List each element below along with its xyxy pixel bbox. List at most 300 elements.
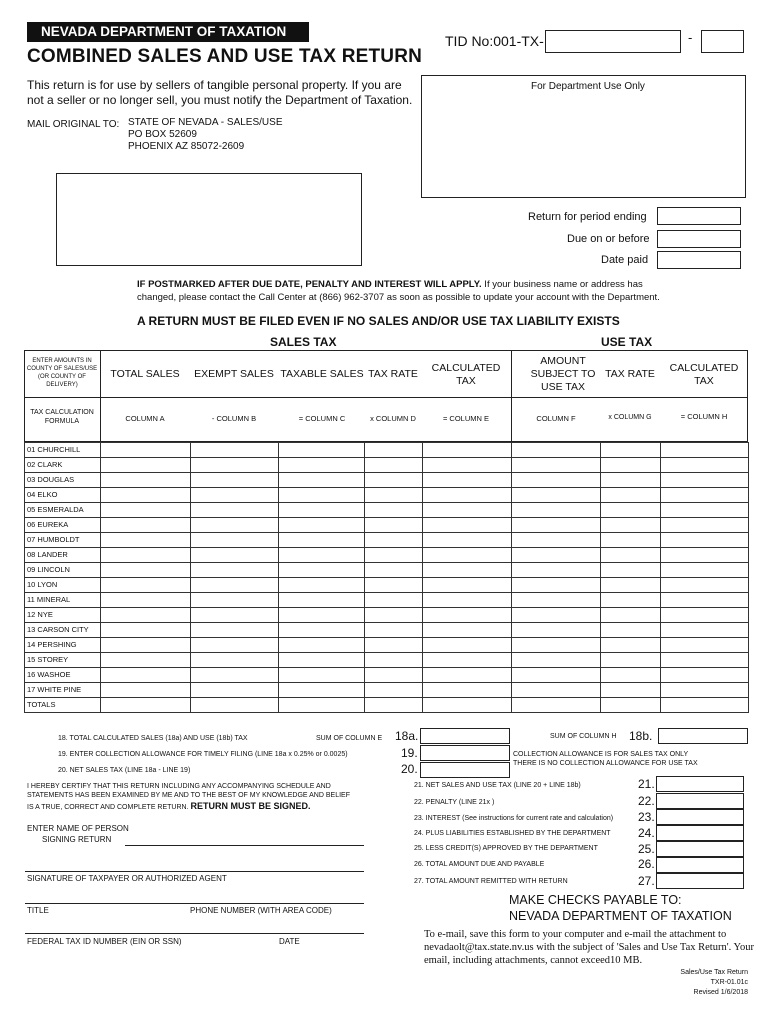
allowance-note-2: THERE IS NO COLLECTION ALLOWANCE FOR USE TAX — [513, 760, 698, 767]
county-row — [25, 623, 749, 638]
mail-line-3: PHOENIX AZ 85072-2609 — [128, 141, 245, 152]
county-amount-cell[interactable] — [512, 548, 601, 563]
tax-word: TAX — [456, 375, 476, 387]
footer-revised: Revised 1/6/2018 — [693, 989, 748, 996]
county-name: 09 LINCOLN — [25, 563, 101, 578]
county-amount-cell[interactable] — [101, 608, 191, 623]
county-amount-cell[interactable] — [512, 578, 601, 593]
county-amount-cell[interactable] — [101, 503, 191, 518]
county-row — [25, 608, 749, 623]
amount-subject-header — [523, 355, 603, 394]
county-row — [25, 503, 749, 518]
sum-column-h-label: SUM OF COLUMN H — [550, 733, 617, 740]
footer-form-id: TXR-01.01c — [710, 979, 748, 986]
county-name: 03 DOUGLAS — [25, 473, 101, 488]
column-e-label: = COLUMN E — [442, 414, 490, 423]
county-amount-cell[interactable] — [423, 503, 512, 518]
county-amount-cell[interactable] — [601, 698, 661, 713]
county-amount-cell[interactable] — [365, 683, 423, 698]
county-amount-cell[interactable] — [191, 608, 279, 623]
county-amount-cell[interactable] — [365, 563, 423, 578]
line-18b-number: 18b. — [629, 729, 653, 743]
date-paid-field[interactable] — [657, 251, 741, 269]
county-amount-cell[interactable] — [101, 473, 191, 488]
certify-line-2: STATEMENTS HAS BEEN EXAMINED BY ME AND TO THE BEST OF MY KNOWLEDGE AND BELIEF — [27, 792, 350, 799]
column-f-label: COLUMN F — [536, 414, 576, 423]
use-tax-word: USE TAX — [541, 381, 585, 393]
line-20-number: 20. — [401, 762, 418, 776]
county-amount-cell[interactable] — [279, 458, 365, 473]
county-amount-cell[interactable] — [101, 698, 191, 713]
line-21-field[interactable] — [656, 776, 744, 792]
county-amount-cell[interactable] — [423, 683, 512, 698]
date-paid-label: Date paid — [601, 254, 649, 266]
enter-amounts-line: COUNTY OF SALES/USE — [26, 366, 98, 372]
county-amount-cell[interactable] — [191, 653, 279, 668]
county-amount-cell[interactable] — [365, 518, 423, 533]
line-19-field[interactable] — [420, 745, 510, 761]
county-amount-cell[interactable] — [512, 518, 601, 533]
county-amount-cell[interactable] — [279, 698, 365, 713]
intro-line-2: not a seller or no longer sell, you must notify the Department of Taxation. — [27, 93, 413, 107]
signer-name-label-1: ENTER NAME OF PERSON — [27, 824, 129, 833]
county-amount-cell[interactable] — [365, 503, 423, 518]
taxable-sales-header: TAXABLE SALES — [280, 368, 364, 380]
email-line-3: email, including attachments, cannot exceed10 MB. — [424, 955, 643, 966]
line-21-number: 21. — [638, 777, 655, 791]
county-amount-cell[interactable] — [512, 488, 601, 503]
county-name: TOTALS — [25, 698, 101, 713]
county-amount-cell[interactable] — [423, 473, 512, 488]
line-22-number: 22. — [638, 794, 655, 808]
line-23-field[interactable] — [656, 809, 744, 825]
county-amount-cell[interactable] — [512, 668, 601, 683]
county-amount-cell[interactable] — [365, 623, 423, 638]
county-amount-cell[interactable] — [191, 503, 279, 518]
county-amount-cell[interactable] — [191, 458, 279, 473]
county-amount-cell[interactable] — [279, 608, 365, 623]
county-row — [25, 653, 749, 668]
county-amount-cell[interactable] — [365, 488, 423, 503]
county-amount-cell[interactable] — [191, 623, 279, 638]
county-row — [25, 698, 749, 713]
tid-suffix-field[interactable] — [701, 30, 744, 53]
signer-name-line[interactable] — [125, 845, 364, 846]
county-amount-cell[interactable] — [512, 623, 601, 638]
county-amount-cell[interactable] — [101, 563, 191, 578]
intro-line-1: This return is for use by sellers of tangible personal property. If you are — [27, 78, 402, 92]
penalty-notice — [137, 279, 643, 290]
county-amount-cell[interactable] — [601, 503, 661, 518]
county-row — [25, 458, 749, 473]
calculated-word: CALCULATED — [431, 362, 501, 374]
county-amount-cell[interactable] — [512, 443, 601, 458]
county-amount-cell[interactable] — [601, 683, 661, 698]
col-sep — [511, 350, 512, 442]
county-amount-cell[interactable] — [661, 653, 749, 668]
county-amount-cell[interactable] — [601, 593, 661, 608]
county-amount-cell[interactable] — [191, 638, 279, 653]
line-19-label: 19. ENTER COLLECTION ALLOWANCE FOR TIMELY FILING (LINE 18a x 0.25% or 0.0025) — [58, 751, 348, 758]
county-name: 08 LANDER — [25, 548, 101, 563]
county-amount-cell[interactable] — [101, 653, 191, 668]
county-amount-cell[interactable] — [661, 443, 749, 458]
county-amount-cell[interactable] — [279, 518, 365, 533]
form-title: COMBINED SALES AND USE TAX RETURN — [27, 46, 423, 67]
county-amount-cell[interactable] — [191, 593, 279, 608]
county-amount-cell[interactable] — [601, 533, 661, 548]
title-label: TITLE — [27, 906, 49, 915]
county-amount-cell[interactable] — [191, 488, 279, 503]
county-amount-cell[interactable] — [601, 608, 661, 623]
county-amount-cell[interactable] — [661, 578, 749, 593]
county-amount-cell[interactable] — [101, 683, 191, 698]
col-sep — [100, 350, 101, 442]
county-amount-cell[interactable] — [365, 638, 423, 653]
certify-line-3 — [27, 801, 311, 811]
use-tax-rate-header: TAX RATE — [605, 368, 655, 380]
county-amount-cell[interactable] — [512, 503, 601, 518]
county-amount-cell[interactable] — [365, 533, 423, 548]
county-amount-cell[interactable] — [423, 593, 512, 608]
phone-label: PHONE NUMBER (WITH AREA CODE) — [190, 906, 332, 915]
signer-name-label-2: SIGNING RETURN — [42, 835, 112, 844]
county-name: 02 CLARK — [25, 458, 101, 473]
county-name: 14 PERSHING — [25, 638, 101, 653]
county-amount-cell[interactable] — [365, 473, 423, 488]
line-26-number: 26. — [638, 857, 655, 871]
tax-rate-header: TAX RATE — [368, 368, 418, 380]
tid-dash: - — [688, 30, 693, 45]
county-amount-cell[interactable] — [512, 653, 601, 668]
sales-tax-heading: SALES TAX — [270, 335, 337, 349]
email-line-1: To e-mail, save this form to your computer and e-mail the attachment to — [424, 929, 727, 940]
county-row — [25, 548, 749, 563]
address-change-notice: changed, please contact the Call Center at (866) 962-3707 as soon as possible to update your account with the Department. — [137, 292, 660, 303]
certify-line-1: I HEREBY CERTIFY THAT THIS RETURN INCLUDING ANY ACCOMPANYING SCHEDULE AND — [27, 783, 331, 790]
county-amount-cell[interactable] — [512, 458, 601, 473]
total-sales-header: TOTAL SALES — [110, 368, 180, 380]
county-row — [25, 683, 749, 698]
county-amount-cell[interactable] — [365, 578, 423, 593]
county-amount-cell[interactable] — [601, 578, 661, 593]
county-amount-cell[interactable] — [423, 548, 512, 563]
county-amount-cell[interactable] — [423, 518, 512, 533]
line-26-label: 26. TOTAL AMOUNT DUE AND PAYABLE — [414, 861, 545, 868]
title-phone-line[interactable] — [25, 903, 364, 904]
county-amount-cell[interactable] — [601, 638, 661, 653]
use-tax-heading: USE TAX — [601, 335, 653, 349]
address-window — [56, 173, 362, 266]
subject-to-word: SUBJECT TO — [530, 368, 596, 380]
county-amount-cell[interactable] — [423, 443, 512, 458]
email-line-2: nevadaolt@tax.state.nv.us with the subject of 'Sales and Use Tax Return'. Your — [424, 942, 754, 953]
county-amount-cell[interactable] — [101, 578, 191, 593]
must-file-notice: A RETURN MUST BE FILED EVEN IF NO SALES AND/OR USE TAX LIABILITY EXISTS — [137, 314, 620, 328]
amount-word: AMOUNT — [540, 355, 586, 367]
calculated-tax-header — [422, 362, 510, 388]
county-name: 16 WASHOE — [25, 668, 101, 683]
line-24-number: 24. — [638, 826, 655, 840]
department-use-label: For Department Use Only — [531, 81, 645, 92]
line-22-label: 22. PENALTY (LINE 21x ) — [414, 799, 495, 806]
line-25-number: 25. — [638, 842, 655, 856]
line-23-number: 23. — [638, 810, 655, 824]
county-amount-cell[interactable] — [191, 518, 279, 533]
county-amount-cell[interactable] — [101, 533, 191, 548]
county-name: 11 MINERAL — [25, 593, 101, 608]
header-divider — [24, 397, 748, 398]
county-amount-cell[interactable] — [279, 683, 365, 698]
column-b-label: - COLUMN B — [211, 414, 257, 423]
county-amount-cell[interactable] — [512, 608, 601, 623]
county-name: 17 WHITE PINE — [25, 683, 101, 698]
county-amount-cell[interactable] — [512, 533, 601, 548]
county-amount-cell[interactable] — [601, 668, 661, 683]
county-amount-cell[interactable] — [101, 623, 191, 638]
county-amount-cell[interactable] — [661, 548, 749, 563]
county-grid — [24, 442, 749, 713]
county-amount-cell[interactable] — [423, 668, 512, 683]
county-amount-cell[interactable] — [601, 623, 661, 638]
period-ending-field[interactable] — [657, 207, 741, 225]
exempt-sales-header: EXEMPT SALES — [194, 368, 274, 380]
line-23-label: 23. INTEREST (See instructions for current rate and calculation) — [414, 815, 614, 822]
county-amount-cell[interactable] — [101, 638, 191, 653]
county-amount-cell[interactable] — [423, 533, 512, 548]
certify-text: IS A TRUE, CORRECT AND COMPLETE RETURN. — [27, 804, 189, 811]
line-25-field[interactable] — [656, 841, 744, 857]
line-27-label: 27. TOTAL AMOUNT REMITTED WITH RETURN — [414, 878, 568, 885]
county-amount-cell[interactable] — [423, 623, 512, 638]
county-amount-cell[interactable] — [279, 653, 365, 668]
mail-line-2: PO BOX 52609 — [128, 129, 197, 140]
payable-line-2: NEVADA DEPARTMENT OF TAXATION — [509, 909, 732, 923]
line-20-field[interactable] — [420, 762, 510, 778]
column-c-label: = COLUMN C — [298, 414, 346, 423]
county-amount-cell[interactable] — [279, 488, 365, 503]
ein-label: FEDERAL TAX ID NUMBER (EIN OR SSN) — [27, 937, 182, 946]
county-amount-cell[interactable] — [191, 473, 279, 488]
county-amount-cell[interactable] — [365, 668, 423, 683]
county-amount-cell[interactable] — [191, 698, 279, 713]
county-amount-cell[interactable] — [512, 563, 601, 578]
line-18a-field[interactable] — [420, 728, 510, 744]
county-name: 01 CHURCHILL — [25, 443, 101, 458]
column-a-label: COLUMN A — [125, 414, 165, 423]
county-amount-cell[interactable] — [279, 533, 365, 548]
county-amount-cell[interactable] — [279, 668, 365, 683]
county-amount-cell[interactable] — [423, 578, 512, 593]
county-name: 04 ELKO — [25, 488, 101, 503]
county-amount-cell[interactable] — [423, 698, 512, 713]
county-name: 07 HUMBOLDT — [25, 533, 101, 548]
county-amount-cell[interactable] — [279, 593, 365, 608]
line-19-number: 19. — [401, 746, 418, 760]
county-amount-cell[interactable] — [661, 623, 749, 638]
county-amount-cell[interactable] — [191, 548, 279, 563]
enter-amounts-line: ENTER AMOUNTS IN — [32, 358, 92, 364]
county-amount-cell[interactable] — [512, 698, 601, 713]
county-amount-cell[interactable] — [512, 593, 601, 608]
county-row — [25, 578, 749, 593]
county-amount-cell[interactable] — [601, 488, 661, 503]
use-calculated-tax-header — [660, 362, 748, 388]
county-amount-cell[interactable] — [661, 473, 749, 488]
county-amount-cell[interactable] — [661, 593, 749, 608]
county-amount-cell[interactable] — [661, 683, 749, 698]
county-amount-cell[interactable] — [191, 563, 279, 578]
due-date-label: Due on or before — [567, 233, 650, 245]
enter-amounts-line: DELIVERY) — [46, 382, 78, 388]
tax-word: TAX — [694, 375, 714, 387]
county-row — [25, 593, 749, 608]
date-label: DATE — [279, 937, 300, 946]
county-amount-cell[interactable] — [601, 473, 661, 488]
county-amount-cell[interactable] — [601, 653, 661, 668]
county-amount-cell[interactable] — [101, 593, 191, 608]
county-amount-cell[interactable] — [423, 638, 512, 653]
county-amount-cell[interactable] — [279, 578, 365, 593]
line-24-label: 24. PLUS LIABILITIES ESTABLISHED BY THE DEPARTMENT — [414, 830, 611, 837]
county-row — [25, 668, 749, 683]
county-amount-cell[interactable] — [423, 563, 512, 578]
county-amount-cell[interactable] — [661, 503, 749, 518]
calculated-word: CALCULATED — [669, 362, 739, 374]
county-amount-cell[interactable] — [423, 458, 512, 473]
line-22-field[interactable] — [656, 793, 744, 809]
county-amount-cell[interactable] — [661, 668, 749, 683]
county-row — [25, 533, 749, 548]
county-row — [25, 518, 749, 533]
column-h-label: = COLUMN H — [680, 412, 728, 421]
county-amount-cell[interactable] — [365, 608, 423, 623]
formula-line: TAX CALCULATION — [30, 409, 94, 416]
county-amount-cell[interactable] — [512, 638, 601, 653]
county-name: 10 LYON — [25, 578, 101, 593]
county-amount-cell[interactable] — [661, 698, 749, 713]
county-amount-cell[interactable] — [601, 443, 661, 458]
county-amount-cell[interactable] — [279, 563, 365, 578]
county-amount-cell[interactable] — [601, 458, 661, 473]
payable-line-1: MAKE CHECKS PAYABLE TO: — [509, 893, 682, 907]
column-d-label: x COLUMN D — [370, 414, 416, 423]
line-27-field[interactable] — [656, 873, 744, 889]
must-sign-text: RETURN MUST BE SIGNED. — [190, 801, 311, 811]
county-name: 06 EUREKA — [25, 518, 101, 533]
county-name: 05 ESMERALDA — [25, 503, 101, 518]
allowance-note-1: COLLECTION ALLOWANCE IS FOR SALES TAX ONLY — [513, 751, 689, 758]
county-row — [25, 563, 749, 578]
county-amount-cell[interactable] — [365, 458, 423, 473]
county-amount-cell[interactable] — [101, 518, 191, 533]
county-amount-cell[interactable] — [279, 638, 365, 653]
sum-column-e-label: SUM OF COLUMN E — [316, 735, 383, 742]
county-amount-cell[interactable] — [279, 548, 365, 563]
line-26-field[interactable] — [656, 857, 744, 873]
county-amount-cell[interactable] — [365, 653, 423, 668]
county-amount-cell[interactable] — [423, 608, 512, 623]
county-amount-cell[interactable] — [423, 653, 512, 668]
line-27-number: 27. — [638, 874, 655, 888]
county-amount-cell[interactable] — [512, 683, 601, 698]
county-amount-cell[interactable] — [191, 668, 279, 683]
enter-amounts-line: (OR COUNTY OF — [38, 374, 86, 380]
line-24-field[interactable] — [656, 825, 744, 841]
county-amount-cell[interactable] — [191, 683, 279, 698]
county-amount-cell[interactable] — [101, 548, 191, 563]
ein-date-line[interactable] — [25, 933, 364, 934]
county-amount-cell[interactable] — [661, 533, 749, 548]
line-25-label: 25. LESS CREDIT(S) APPROVED BY THE DEPARTMENT — [414, 845, 598, 852]
county-amount-cell[interactable] — [661, 458, 749, 473]
county-amount-cell[interactable] — [101, 668, 191, 683]
county-row — [25, 488, 749, 503]
county-amount-cell[interactable] — [661, 563, 749, 578]
county-amount-cell[interactable] — [661, 638, 749, 653]
formula-line: FORMULA — [44, 418, 80, 425]
penalty-notice-rest: If your business name or address has — [481, 279, 643, 290]
period-ending-label: Return for period ending — [528, 211, 647, 223]
line-18b-field[interactable] — [658, 728, 748, 744]
county-amount-cell[interactable] — [661, 608, 749, 623]
line-18a-number: 18a. — [395, 729, 419, 743]
county-amount-cell[interactable] — [661, 518, 749, 533]
county-amount-cell[interactable] — [601, 518, 661, 533]
line-21-label: 21. NET SALES AND USE TAX (LINE 20 + LINE 18b) — [414, 782, 581, 789]
mail-line-1: STATE OF NEVADA - SALES/USE — [128, 117, 283, 128]
tid-number-field[interactable] — [545, 30, 681, 53]
penalty-notice-bold: IF POSTMARKED AFTER DUE DATE, PENALTY AND INTEREST WILL APPLY. — [137, 279, 482, 290]
county-amount-cell[interactable] — [279, 503, 365, 518]
county-row — [25, 443, 749, 458]
county-amount-cell[interactable] — [279, 623, 365, 638]
line-18-label: 18. TOTAL CALCULATED SALES (18a) AND USE (18b) TAX — [58, 735, 248, 742]
mail-label: MAIL ORIGINAL TO: — [27, 119, 120, 130]
county-amount-cell[interactable] — [101, 443, 191, 458]
county-amount-cell[interactable] — [191, 443, 279, 458]
county-name: 15 STOREY — [25, 653, 101, 668]
county-amount-cell[interactable] — [365, 593, 423, 608]
county-amount-cell[interactable] — [365, 548, 423, 563]
tid-label: TID No:001-TX- — [445, 33, 544, 49]
county-amount-cell[interactable] — [101, 488, 191, 503]
county-amount-cell[interactable] — [365, 443, 423, 458]
county-amount-cell[interactable] — [661, 488, 749, 503]
department-use-box — [421, 75, 746, 198]
due-date-field[interactable] — [657, 230, 741, 248]
county-amount-cell[interactable] — [365, 698, 423, 713]
enter-amounts-note — [24, 357, 100, 389]
county-row — [25, 473, 749, 488]
signature-label: SIGNATURE OF TAXPAYER OR AUTHORIZED AGENT — [27, 874, 227, 883]
county-amount-cell[interactable] — [279, 473, 365, 488]
signature-line[interactable] — [25, 871, 364, 872]
county-amount-cell[interactable] — [601, 563, 661, 578]
county-amount-cell[interactable] — [191, 578, 279, 593]
formula-label — [24, 408, 100, 426]
county-amount-cell[interactable] — [101, 458, 191, 473]
county-amount-cell[interactable] — [191, 533, 279, 548]
county-name: 12 NYE — [25, 608, 101, 623]
line-20-label: 20. NET SALES TAX (LINE 18a - LINE 19) — [58, 767, 191, 774]
county-amount-cell[interactable] — [601, 548, 661, 563]
county-amount-cell[interactable] — [279, 443, 365, 458]
county-amount-cell[interactable] — [512, 473, 601, 488]
department-banner: NEVADA DEPARTMENT OF TAXATION — [27, 22, 309, 42]
county-amount-cell[interactable] — [423, 488, 512, 503]
column-header-frame — [24, 350, 748, 442]
